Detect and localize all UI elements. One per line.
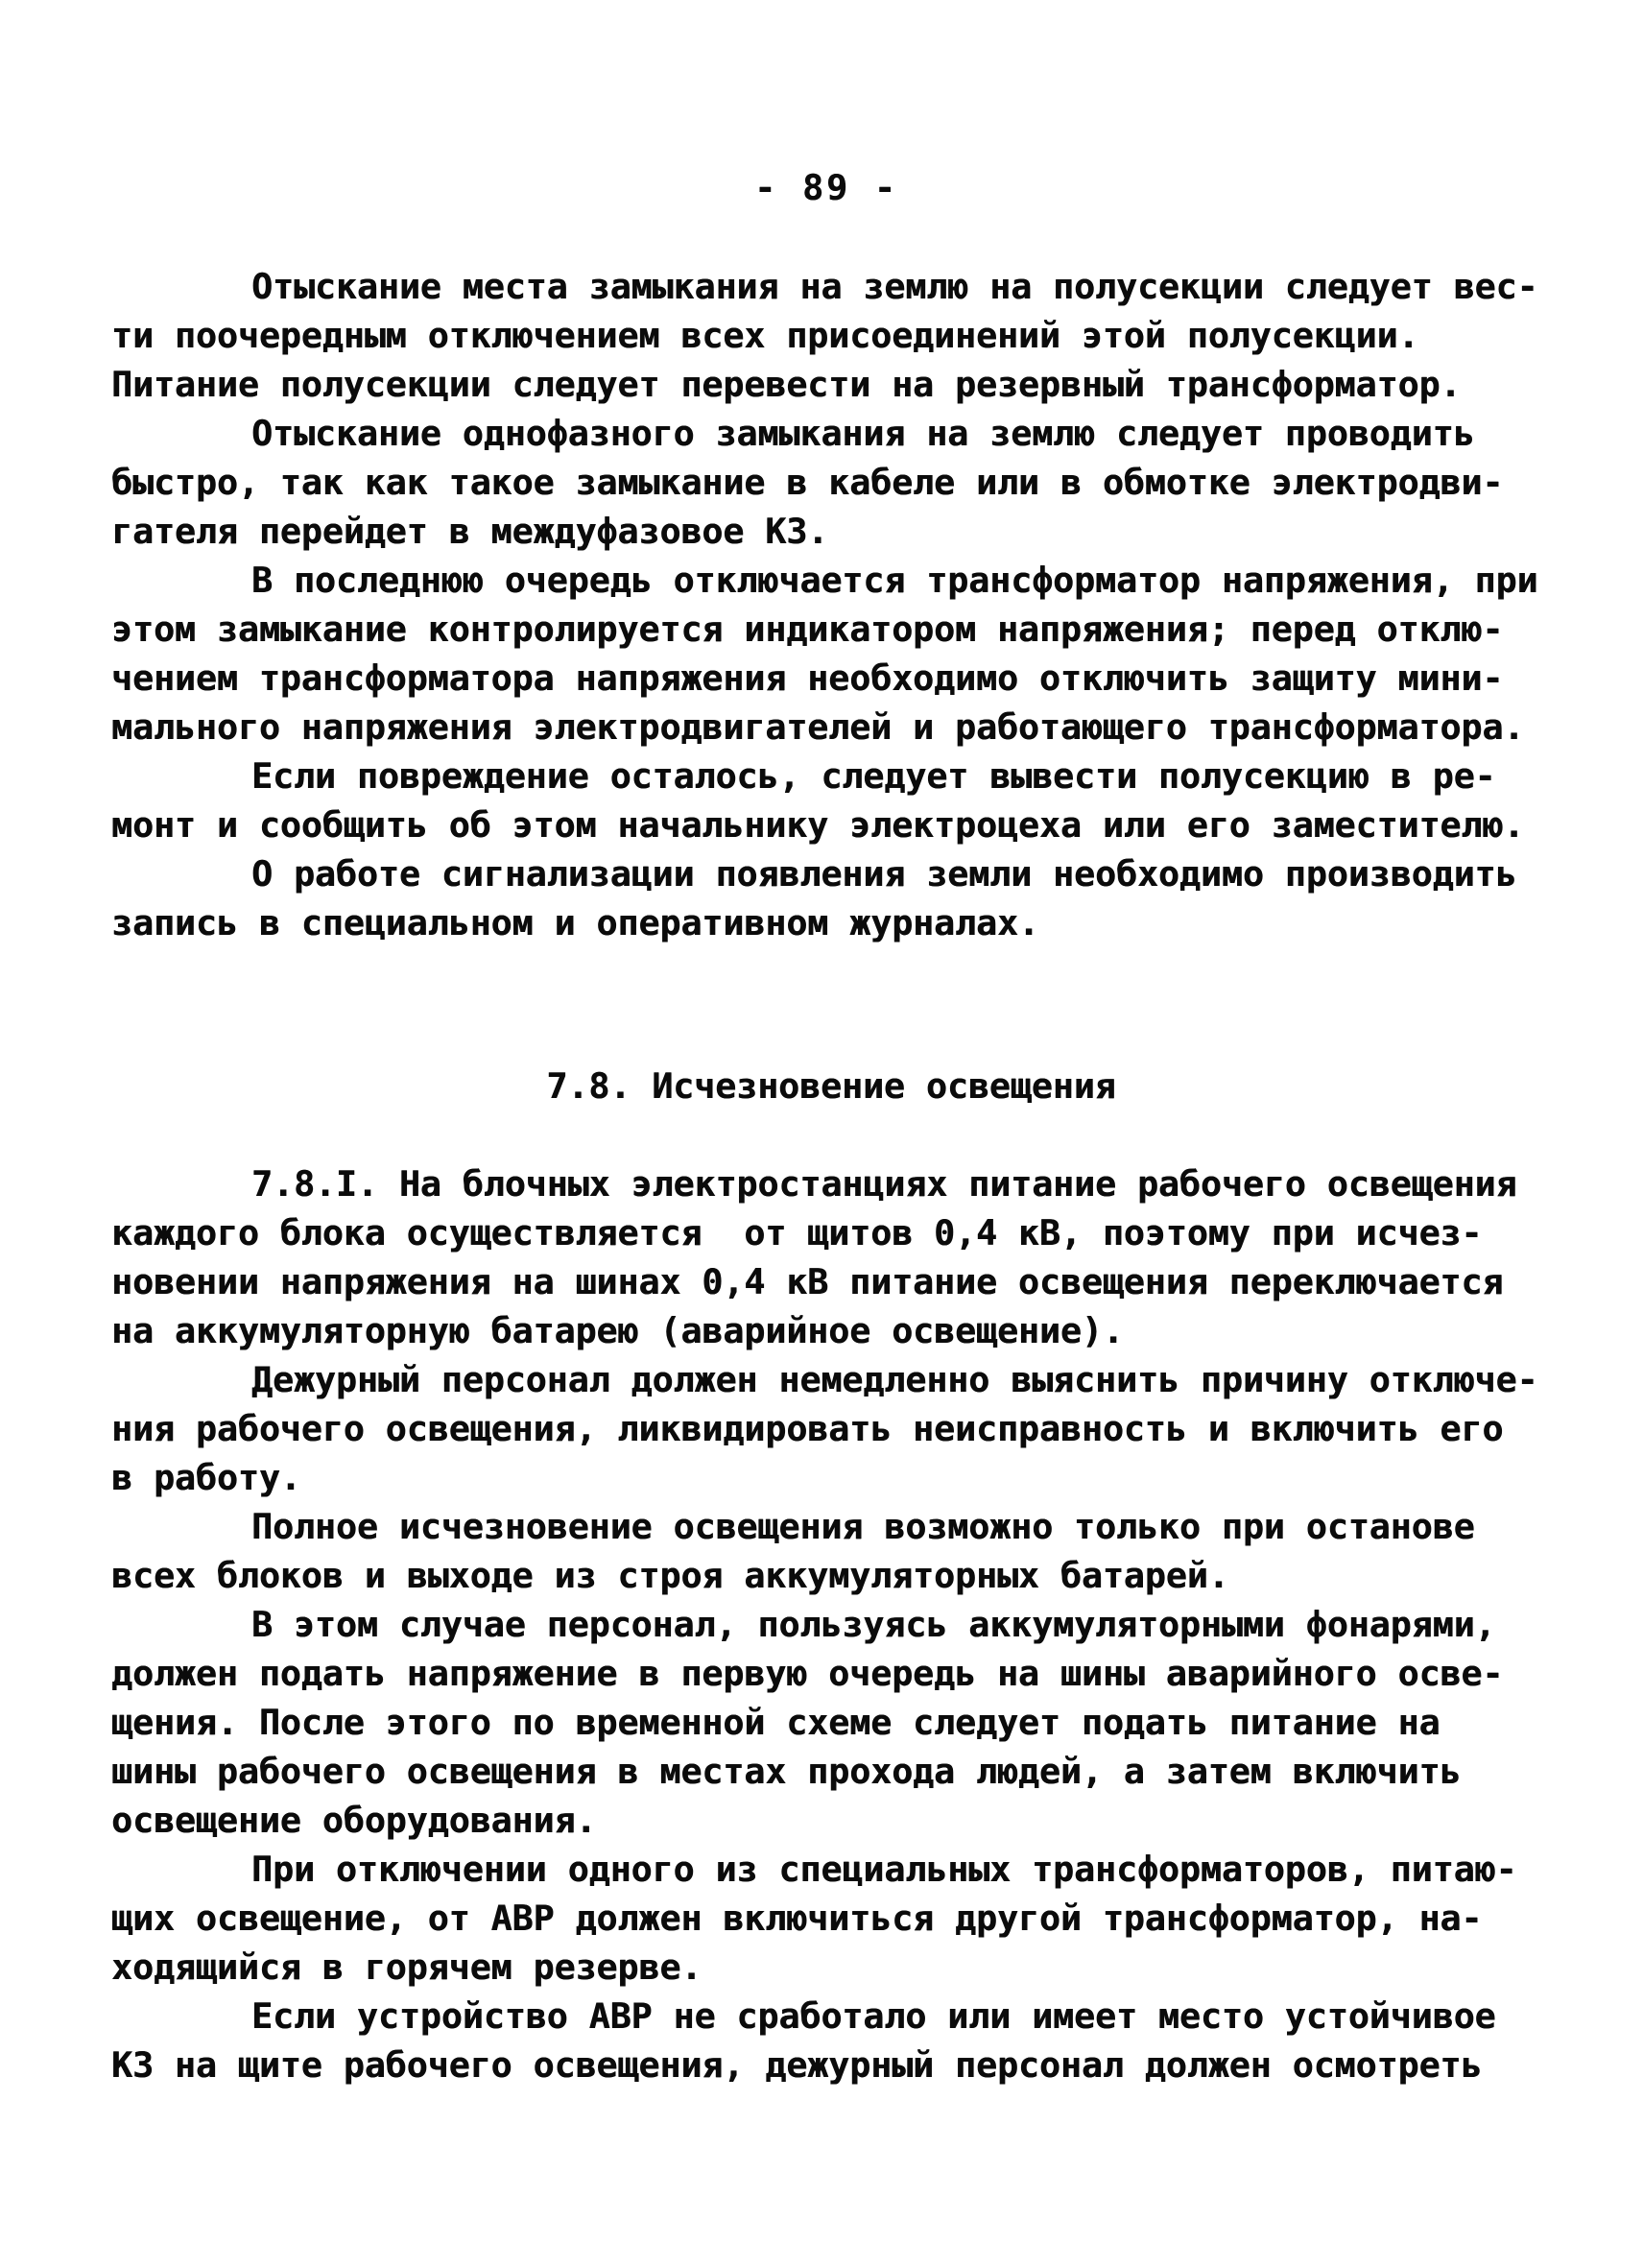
text-line: освещение оборудования. [111,1800,597,1841]
text-line: Если повреждение осталось, следует вывести полусекцию в ре- [251,755,1496,797]
paragraph [111,1600,1551,1845]
text-line: каждого блока осуществляется от щитов 0,4 кВ, поэтому при исчез- [111,1212,1483,1253]
text-line: быстро, так как такое замыкание в кабеле или в обмотке электродви- [111,462,1504,503]
paragraph [111,1845,1551,1992]
text-line: монт и сообщить об этом начальнику электроцеха или его заместителю. [111,804,1525,846]
text-line: шины рабочего освещения в местах прохода людей, а затем включить [111,1751,1462,1792]
text-line: ходящийся в горячем резерве. [111,1946,702,1988]
text-line: в работу. [111,1457,301,1498]
text-line: 7.8.I. На блочных электростанциях питание рабочего освещения [251,1163,1517,1205]
page-number: - 89 - [754,167,898,208]
paragraph [111,556,1551,752]
text-line: запись в специальном и оперативном журналах. [111,902,1039,943]
text-line: Если устройство АВР не сработало или имеет место устойчивое [251,1995,1496,2037]
text-line: щения. После этого по временной схеме следует подать питание на [111,1702,1441,1743]
text-line: В последнюю очередь отключается трансформатор напряжения, при [251,560,1538,601]
text-line: ти поочередным отключением всех присоединений этой полусекции. [111,315,1419,356]
paragraph [111,262,1551,409]
text-line: В этом случае персонал, пользуясь аккумуляторными фонарями, [251,1604,1496,1645]
text-line: на аккумуляторную батарею (аварийное освещение). [111,1310,1124,1351]
section-ground-fault-paragraphs [111,262,1551,947]
text-line: Отыскание места замыкания на землю на полусекции следует вес- [251,266,1538,307]
text-line: мального напряжения электродвигателей и работающего трансформатора. [111,706,1525,748]
text-line: должен подать напряжение в первую очередь на шины аварийного осве- [111,1653,1504,1694]
paragraph [111,409,1551,556]
text-line: Полное исчезновение освещения возможно только при останове [251,1506,1475,1547]
text-line: чением трансформатора напряжения необходимо отключить защиту мини- [111,657,1504,699]
paragraph [111,752,1551,849]
text-line: ния рабочего освещения, ликвидировать неисправность и включить его [111,1408,1504,1449]
text-line: гателя перейдет в междуфазовое КЗ. [111,511,829,552]
text-line: щих освещение, от АВР должен включиться другой трансформатор, на- [111,1898,1483,1939]
paragraph [111,1159,1551,1355]
paragraph [111,1992,1551,2089]
section-lighting-loss-paragraphs [111,1159,1551,2089]
paragraph [111,1355,1551,1502]
paragraph [111,1502,1551,1600]
text-line: О работе сигнализации появления земли необходимо производить [251,853,1517,895]
paragraph [111,849,1551,947]
text-line: Питание полусекции следует перевести на резервный трансформатор. [111,364,1462,405]
text-column [111,262,1551,2089]
text-line: Дежурный персонал должен немедленно выяснить причину отключе- [251,1359,1538,1400]
text-line: этом замыкание контролируется индикатором напряжения; перед отклю- [111,609,1504,650]
text-line: новении напряжения на шинах 0,4 кВ питание освещения переключается [111,1261,1504,1302]
section-heading: 7.8. Исчезновение освещения [546,1065,1116,1107]
text-line: Отыскание однофазного замыкания на землю следует проводить [251,413,1475,454]
text-line: КЗ на щите рабочего освещения, дежурный персонал должен осмотреть [111,2044,1483,2086]
text-line: всех блоков и выходе из строя аккумуляторных батарей. [111,1555,1229,1596]
text-line: При отключении одного из специальных трансформаторов, питаю- [251,1849,1517,1890]
